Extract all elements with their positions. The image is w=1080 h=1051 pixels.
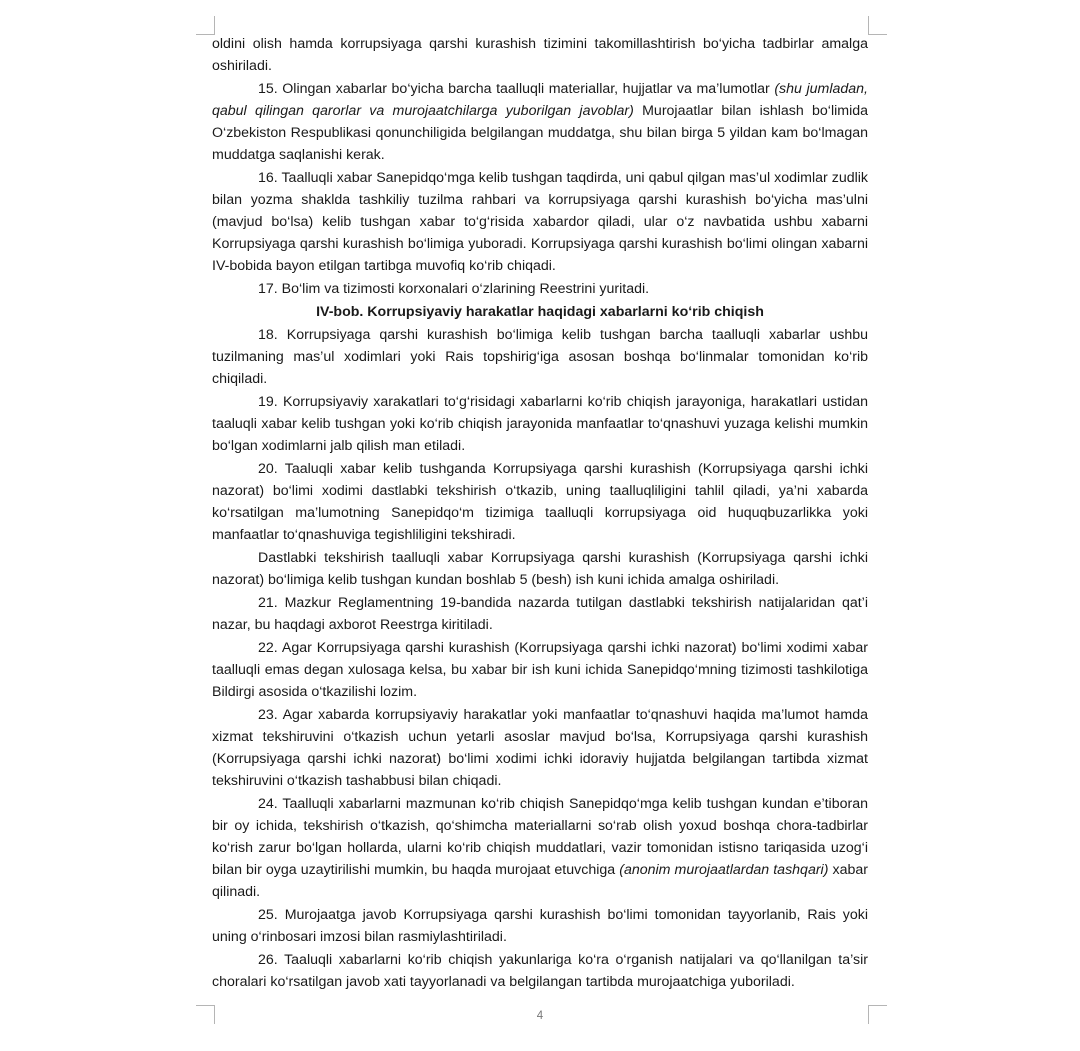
document-body [212, 34, 868, 995]
paragraph-continuation: oldini olish hamda korrupsiyaga qarshi kurashish tizimini takomillashtirish bo‘yicha tadbirlar amalga oshiriladi. [212, 36, 868, 74]
paragraph-15-text-end: Murojaatlar bilan ishlash bo‘limida O‘zbekiston Respublikasi qonunchiligida belgilangan muddatga, shu bilan birga 5 yildan kam bo‘lmagan muddatga saqlanishi kerak. [212, 103, 868, 163]
chapter-heading: IV-bob. Korrupsiyaviy harakatlar haqidagi xabarlarni ko‘rib chiqish [316, 304, 764, 321]
paragraph-23: 23. Agar xabarda korrupsiyaviy harakatlar yoki manfaatlar to‘qnashuvi haqida ma’lumot hamda xizmat tekshiruvini o‘tkazish uchun yetarli asoslar mavjud bo‘lsa, Korrupsiyaga qarshi kurashish (Korrupsiyaga qarshi ichki nazorat) bo‘limi xodimi ichki idoraviy hujjatda belgilangan tartibda xizmat tekshiruvini o‘tkazish tashabbusi bilan chiqadi. [212, 707, 868, 790]
crop-mark-top-left [196, 16, 215, 35]
paragraph-15-italic-note: (shu jumladan, qabul qilingan qarorlar va murojaatchilarga yuborilgan javoblar) [212, 81, 868, 120]
paragraph-15-text-start: 15. Olingan xabarlar bo‘yicha barcha taalluqli materiallar, hujjatlar va ma’lumotlar [258, 81, 775, 98]
paragraph-17: 17. Bo‘lim va tizimosti korxonalari o‘zlarining Reestrini yuritadi. [258, 280, 650, 297]
paragraph-24-text-end: xabar qilinadi. [212, 862, 868, 900]
paragraph-26: 26. Taaluqli xabarlarni ko‘rib chiqish yakunlariga ko‘ra o‘rganish natijalari va qo‘llanilgan ta’sir choralari ko‘rsatilgan javob xati tayyorlanadi va belgilangan tartibda murojaatchiga yuboriladi. [212, 952, 868, 991]
paragraph-22: 22. Agar Korrupsiyaga qarshi kurashish (Korrupsiyaga qarshi ichki nazorat) bo‘limi xodimi xabar taalluqli emas degan xulosaga kelsa, bu xabar bir ish kuni ichida Sanepidqo‘mning tizimosti tashkilotiga Bildirgi asosida o‘tkazilishi lozim. [212, 640, 868, 701]
paragraph-19: 19. Korrupsiyaviy xarakatlari to‘g‘risidagi xabarlarni ko‘rib chiqish jarayoniga, harakatlari ustidan taaluqli xabar kelib tushgan yoki ko‘rib chiqish jarayonida manfaatlar to‘qnashuvi yuzaga kelishi mumkin bo‘lgan xodimlarni jalb qilish man etiladi. [212, 394, 868, 455]
paragraph-24-text-start: 24. Taalluqli xabarlarni mazmunan ko‘rib chiqish Sanepidqo‘mga kelib tushgan kundan e’tiboran bir oy ichida, tekshirish o‘tkazish, qo‘shimcha materiallarni so‘rab olish yoxud boshqa chora-tadbirlar ko‘rish zarur bo‘lgan hollarda, ularni ko‘rib chiqish muddatlari, vazir tomonidan istisno tariqasida uzog‘i bilan bir oyga uzaytirilishi mumkin, bu haqda murojaat etuvchiga [212, 796, 868, 879]
page-number: 4 [536, 1010, 544, 1022]
paragraph-15 [212, 79, 868, 167]
paragraph-25: 25. Murojaatga javob Korrupsiyaga qarshi kurashish bo‘limi tomonidan tayyorlanib, Rais yoki uning o‘rinbosari imzosi bilan rasmiylashtiriladi. [212, 907, 868, 946]
paragraph-24 [212, 794, 868, 904]
crop-mark-top-right [868, 16, 887, 35]
paragraph-16: 16. Taalluqli xabar Sanepidqo‘mga kelib tushgan taqdirda, uni qabul qilgan mas’ul xodimlar zudlik bilan yozma shaklda tashkiliy tuzilma rahbari va korrupsiyaga qarshi kurashish bo‘yicha mas’ulni (mavjud bo‘lsa) kelib tushgan xabar to‘g‘risida xabardor qiladi, ular o‘z navbatida ushbu xabarni Korrupsiyaga qarshi kurashish bo‘limiga yuboradi. Korrupsiyaga qarshi kurashish bo‘limi olingan xabarni IV-bobida bayon etilgan tartibga muvofiq ko‘rib chiqadi. [212, 170, 868, 274]
paragraph-20: 20. Taaluqli xabar kelib tushganda Korrupsiyaga qarshi kurashish (Korrupsiyaga qarshi ichki nazorat) bo‘limi xodimi dastlabki tekshirish o‘tkazib, uning taalluqliligini tahlil qiladi, ya’ni xabarda ko‘rsatilgan ma’lumotning Sanepidqo‘m tizimiga taalluqli korrupsiyaga oid huquqbuzarlikka yoki manfaatlar to‘qnashuviga tegishliligini tekshiradi. [212, 461, 868, 544]
paragraph-20-continued: Dastlabki tekshirish taalluqli xabar Korrupsiyaga qarshi kurashish (Korrupsiyaga qarshi ichki nazorat) bo‘limiga kelib tushgan kundan boshlab 5 (besh) ish kuni ichida amalga oshiriladi. [212, 550, 868, 589]
paragraph-21: 21. Mazkur Reglamentning 19-bandida nazarda tutilgan dastlabki tekshirish natijalaridan qat’i nazar, bu haqdagi axborot Reestrga kiritiladi. [212, 595, 868, 634]
paragraph-24-italic-note: (anonim murojaatlardan tashqari) [619, 862, 829, 879]
paragraph-18: 18. Korrupsiyaga qarshi kurashish bo‘limiga kelib tushgan barcha taalluqli xabarlar ushbu tuzilmaning mas’ul xodimlari yoki Rais topshirig‘iga asosan boshqa bo‘linmalar tomonidan ko‘rib chiqiladi. [212, 327, 868, 388]
